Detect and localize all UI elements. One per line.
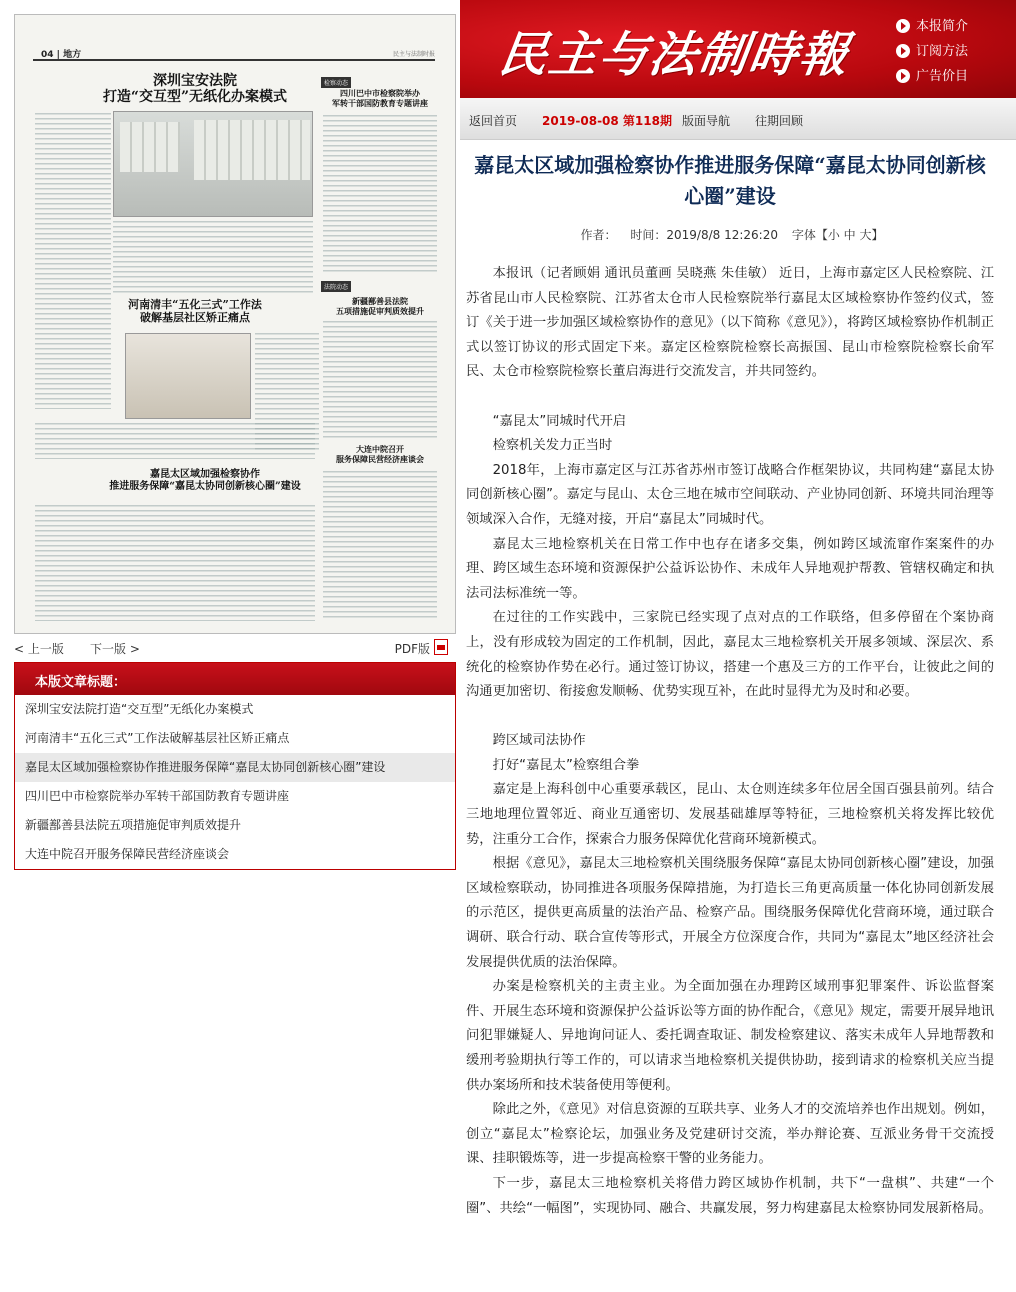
thumb-side-headline-2[interactable]: 新疆鄯善县法院 五项措施促审判质效提升 [336, 296, 424, 316]
subscribe-link-label: 订阅方法 [916, 44, 969, 59]
article-list-panel [14, 662, 456, 870]
article-paragraph: 在过往的工作实践中，三家院已经实现了点对点的工作联络，但多停留在个案协商上，没有形成较为固定的工作机制，因此，嘉昆太三地检察机关开展多领域、深层次、系统化的检察协作势在必行。通过签订协议，搭建一个惠及三方的工作平台，让彼此之间的沟通更加密切、衔接愈发顺畅、优势实现互补，在此时显得尤为及时和必要。 [466, 610, 994, 700]
subscribe-link[interactable] [892, 39, 1002, 64]
article-list-item[interactable]: 大连中院召开服务保障民营经济座谈会 [25, 847, 230, 861]
article-paragraph: 除此之外，《意见》对信息资源的互联共享、业务人才的交流培养也作出规划。例如，创立“嘉昆太”检察论坛，加强业务及党建研讨交流，举办辩论赛、互派业务骨干交流授课、挂职锻炼等，进一步提高检察干警的业务能力。 [466, 1102, 994, 1167]
about-link[interactable] [892, 14, 1002, 39]
article-paragraph: 打好“嘉昆太”检察组合拳 [492, 757, 640, 773]
thumb-text-block [35, 423, 315, 459]
article-list [15, 695, 455, 869]
font-size-control[interactable]: 字体【小 中 大】 [791, 228, 884, 242]
article-paragraph: 检察机关发力正当时 [492, 438, 613, 454]
thumb-page-label: 04 | 地方 [41, 50, 82, 60]
thumb-section-tag: 检察动态 [321, 77, 351, 88]
article-paragraph: 办案是检察机关的主责主业。为全面加强在办理跨区域刑事犯罪案件、诉讼监督案件、开展生态环境和资源保护公益诉讼等方面的协作配合，《意见》规定，需要开展异地讯问犯罪嫌疑人、异地询问证人、委托调查取证、制发检察建议、落实未成年人异地帮教和缓刑考验期执行等工作的，可以请求当地检察机关提供协助，接到请求的检察机关应当提供办案场所和技术装备使用等便利。 [466, 979, 994, 1093]
newspaper-page-thumbnail[interactable] [14, 14, 456, 634]
article-title: 嘉昆太区域加强检察协作推进服务保障“嘉昆太协同创新核心圈”建设 [474, 153, 986, 208]
page-pager [14, 636, 456, 658]
arrow-right-icon [896, 44, 910, 58]
article-body [466, 262, 994, 1221]
article-paragraph: 2018年，上海市嘉定区与江苏省苏州市签订战略合作框架协议，共同构建“嘉昆太协同创新核心圈”。嘉定与昆山、太仓三地在城市空间联动、产业协同创新、环境共同治理等领域深入合作，无缝对接，开启“嘉昆太”同城时代。 [466, 462, 994, 527]
author-label: 作者： [580, 228, 617, 242]
masthead-links [892, 14, 1002, 89]
issue-date[interactable]: 2019-08-08 第118期 [542, 114, 672, 128]
thumb-text-block [323, 471, 437, 621]
arrow-right-icon [896, 69, 910, 83]
article-paragraph: “嘉昆太”同城时代开启 [492, 413, 627, 429]
pdf-icon[interactable] [434, 639, 448, 655]
thumb-side-headline-1[interactable]: 四川巴中市检察院举办 军转干部国防教育专题讲座 [332, 88, 428, 108]
top-navbar [460, 98, 1016, 140]
ad-rates-link-label: 广告价目 [916, 69, 969, 84]
thumb-side-headline-3[interactable]: 大连中院召开 服务保障民营经济座谈会 [336, 444, 424, 464]
ad-rates-link[interactable] [892, 64, 1002, 89]
article-list-item[interactable]: 四川巴中市检察院举办军转干部国防教育专题讲座 [25, 789, 290, 803]
left-column [0, 0, 460, 1292]
article-paragraph: 下一步，嘉昆太三地检察机关将借力跨区域协作机制，共下“一盘棋”、共建“一个圈”、共绘“一幅图”，实现协同、融合、共赢发展，努力构建嘉昆太检察协同发展新格局。 [466, 1175, 994, 1216]
article-paragraph: 嘉昆太三地检察机关在日常工作中也存在诸多交集，例如跨区域流窜作案案件的办理、跨区域生态环境和资源保护公益诉讼协作、未成年人异地观护帮教、管辖权确定和执法司法标准统一等。 [466, 536, 994, 601]
thumb-text-block [323, 321, 437, 441]
article-paragraph: 跨区域司法协作 [492, 733, 586, 749]
next-page-link[interactable]: 下一版 > [90, 642, 140, 656]
article-paragraph: 嘉定是上海科创中心重要承载区，昆山、太仓则连续多年位居全国百强县前列。结合三地地理位置邻近、商业互通密切、发展基础雄厚等特征，三地检察机关将发挥比较优势，注重分工合作，探索合力服务保障优化营商环境新模式。 [466, 782, 994, 847]
layout-nav-link[interactable]: 版面导航 [682, 114, 731, 128]
paragraph-spacer [466, 705, 994, 730]
article-list-item[interactable]: 新疆鄯善县法院五项措施促审判质效提升 [25, 818, 242, 832]
about-link-label: 本报简介 [916, 19, 969, 34]
article-list-item[interactable]: 深圳宝安法院打造“交互型”无纸化办案模式 [25, 702, 254, 716]
article-paragraph: 本报讯（记者顾娟 通讯员董画 吴晓燕 朱佳敏） 近日，上海市嘉定区人民检察院、江苏省昆山市人民检察院、江苏省太仓市人民检察院举行嘉昆太区域检察协作签约仪式，签订《关于进一步加强区域检察协作的意见》（以下简称《意见》），将跨区域检察协作机制正式以签订协议的形式固定下来。嘉定区检察院检察长高振国、昆山市检察院检察长俞军民、太仓市检察院检察长董启海进行交流发言，并共同签约。 [466, 266, 994, 380]
newspaper-logo[interactable]: 民主与法制時報 [495, 27, 854, 83]
thumb-photo-court-archive [113, 111, 313, 217]
arrow-right-icon [896, 19, 910, 33]
article-list-item[interactable]: 河南清丰“五化三式”工作法破解基层社区矫正痛点 [25, 731, 290, 745]
thumb-section-tag: 法院动态 [321, 281, 351, 292]
thumb-text-block [35, 113, 111, 409]
thumb-text-block [113, 221, 313, 293]
article-list-item-active[interactable]: 嘉昆太区域加强检察协作推进服务保障“嘉昆太协同创新核心圈”建设 [15, 753, 455, 782]
thumb-page-header [33, 47, 435, 61]
past-issues-link[interactable]: 往期回顾 [755, 114, 804, 128]
thumb-headline-2[interactable]: 河南清丰“五化三式”工作法 破解基层社区矫正痛点 [128, 298, 262, 324]
article-header [466, 150, 994, 248]
paragraph-spacer [466, 385, 994, 410]
thumb-headline-3[interactable]: 嘉昆太区域加强检察协作 推进服务保障“嘉昆太协同创新核心圈”建设 [109, 469, 301, 492]
article-meta [466, 226, 994, 248]
pdf-link[interactable]: PDF版 [394, 642, 430, 656]
thumb-text-block [35, 505, 315, 621]
thumb-text-block [323, 115, 437, 275]
masthead-banner [460, 0, 1016, 98]
thumb-photo-ceremony [125, 333, 251, 419]
thumb-masthead: 民主与法制时报 [392, 51, 435, 58]
article-paragraph: 根据《意见》，嘉昆太三地检察机关围绕服务保障“嘉昆太协同创新核心圈”建设，加强区域检察联动，协同推进各项服务保障措施，为打造长三角更高质量一体化协同创新发展的示范区，提供更高质量的法治产品、检察产品。围绕服务保障优化营商环境，通过联合调研、联合行动、联合宣传等形式，开展全方位深度合作，共同为“嘉昆太”地区经济社会发展提供优质的法治保障。 [466, 856, 994, 970]
home-link[interactable]: 返回首页 [469, 114, 518, 128]
thumb-headline-1[interactable]: 深圳宝安法院 打造“交互型”无纸化办案模式 [102, 73, 288, 106]
article-list-heading: 本版文章标题： [15, 663, 455, 695]
prev-page-link[interactable]: < 上一版 [14, 642, 64, 656]
publish-time: 时间：2019/8/8 12:26:20 [630, 228, 778, 242]
